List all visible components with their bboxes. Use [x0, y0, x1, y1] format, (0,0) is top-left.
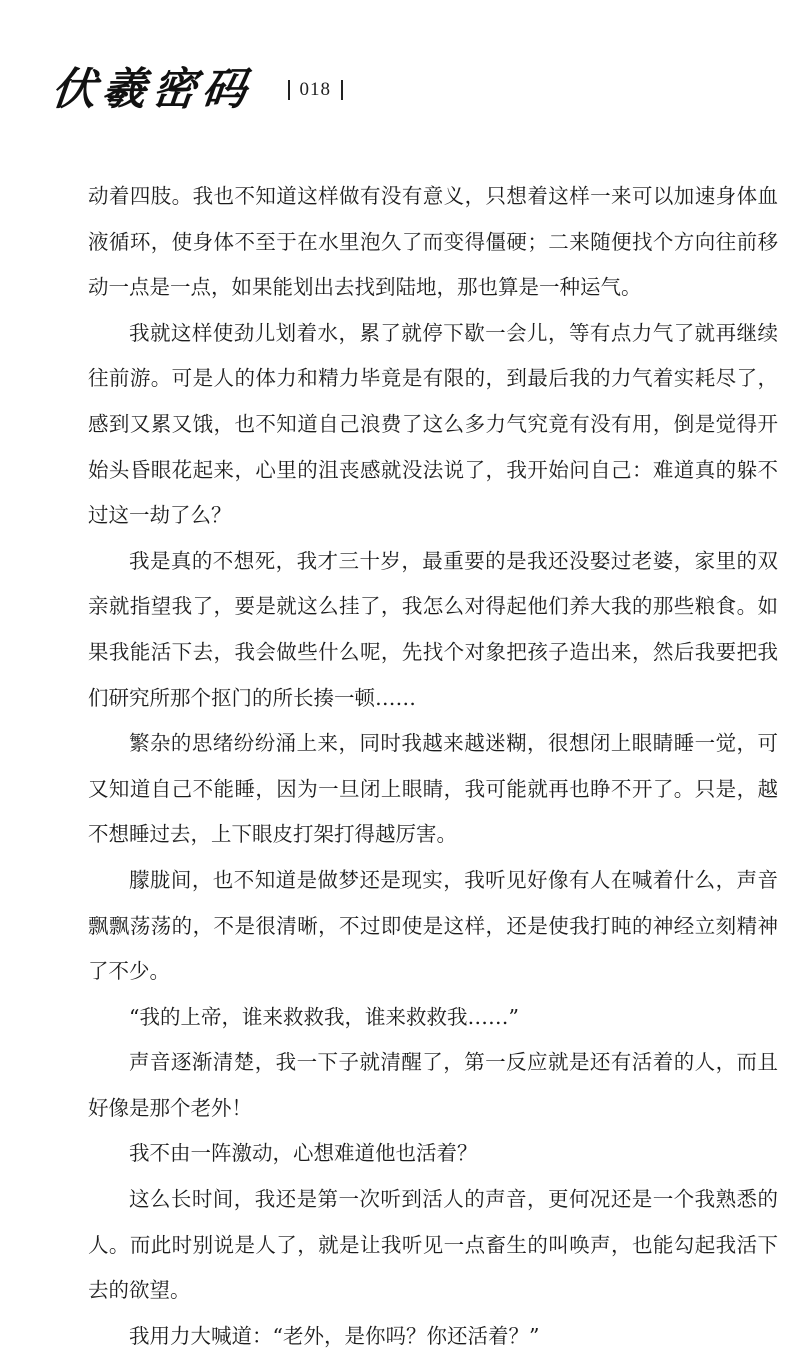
divider-left: [288, 80, 290, 100]
page-number-block: [278, 79, 353, 101]
paragraph: “我的上帝，谁来救救我，谁来救救我……”: [129, 1004, 519, 1029]
paragraph: 我用力大喊道：“老外，是你吗？你还活着？”: [129, 1323, 540, 1348]
paragraph: 朦胧间，也不知道是做梦还是现实，我听见好像有人在喊着什么，声音飘飘荡荡的，不是很清晰，不过即使是这样，还是使我打盹的神经立刻精神了不少。: [88, 867, 778, 984]
paragraph: 我是真的不想死，我才三十岁，最重要的是我还没娶过老婆，家里的双亲就指望我了，要是就这么挂了，我怎么对得起他们养大我的那些粮食。如果我能活下去，我会做些什么呢，先找个对象把孩子造出来，然后我要把我们研究所那个抠门的所长揍一顿……: [88, 548, 778, 710]
divider-right: [341, 80, 343, 100]
body-text: [88, 174, 778, 1359]
paragraph: 我不由一阵激动，心想难道他也活着？: [129, 1141, 478, 1166]
page-header: [49, 62, 353, 118]
paragraph: 繁杂的思绪纷纷涌上来，同时我越来越迷糊，很想闭上眼睛睡一觉，可又知道自己不能睡，因为一旦闭上眼睛，我可能就再也睁不开了。只是，越不想睡过去，上下眼皮打架打得越厉害。: [88, 731, 778, 847]
paragraph: 声音逐渐清楚，我一下子就清醒了，第一反应就是还有活着的人，而且好像是那个老外！: [88, 1050, 778, 1120]
book-title: 伏羲密码: [49, 64, 255, 115]
paragraph: 这么长时间，我还是第一次听到活人的声音，更何况还是一个我熟悉的人。而此时别说是人了，就是让我听见一点畜生的叫唤声，也能勾起我活下去的欲望。: [88, 1187, 778, 1303]
paragraph: 我就这样使劲儿划着水，累了就停下歇一会儿，等有点力气了就再继续往前游。可是人的体力和精力毕竟是有限的，到最后我的力气着实耗尽了，感到又累又饿，也不知道自己浪费了这么多力气究竟有没有用，倒是觉得开始头昏眼花起来，心里的沮丧感就没法说了，我开始问自己：难道真的躲不过这一劫了么？: [88, 320, 778, 528]
paragraph: 动着四肢。我也不知道这样做有没有意义，只想着这样一来可以加速身体血液循环，使身体不至于在水里泡久了而变得僵硬；二来随便找个方向往前移动一点是一点，如果能划出去找到陆地，那也算是一种运气。: [88, 184, 778, 300]
page-number: 018: [299, 79, 331, 100]
